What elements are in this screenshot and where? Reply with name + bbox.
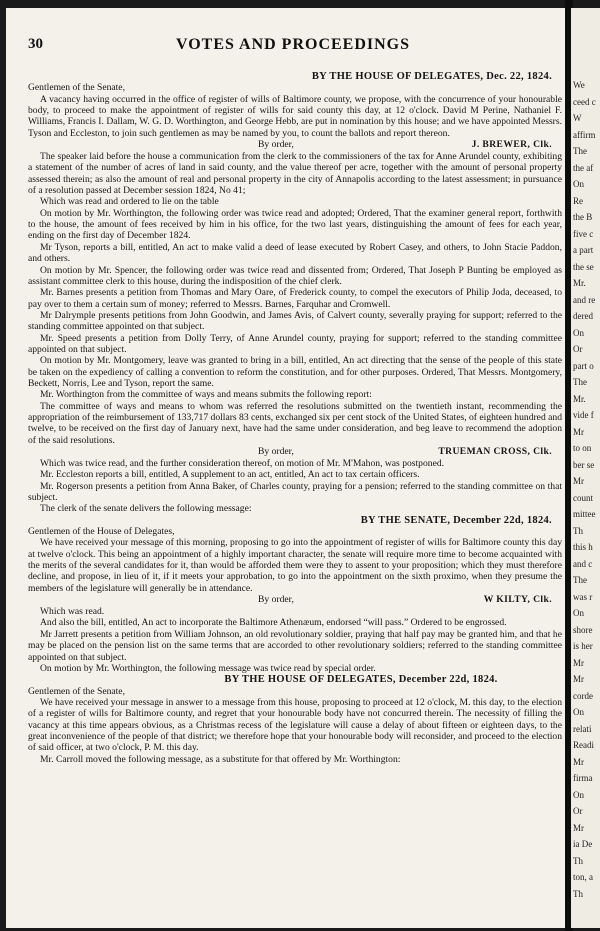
adjacent-page-fragment: On <box>573 327 584 338</box>
adjacent-page-edge <box>571 8 600 928</box>
adjacent-page-fragment: Th <box>573 525 583 536</box>
paragraph: Mr. Speed presents a petition from Dolly Terry, of Anne Arundel county, praying for support; referred to the standing committee appointed on that subject. <box>28 332 562 355</box>
adjacent-page-fragment: Or <box>573 344 583 354</box>
salutation: Gentlemen of the House of Delegates, <box>28 526 175 538</box>
adjacent-page-fragment: affirm <box>573 129 596 140</box>
paragraph: Mr Tyson, reports a bill, entitled, An act to make valid a deed of lease executed by Robert Casey, and others, to John Stacie Paddon, and others. <box>28 241 562 265</box>
page-header <box>28 36 558 58</box>
paragraph: Mr. Worthington from the committee of ways and means submits the following report: <box>40 389 372 401</box>
adjacent-page-fragment: Th <box>573 888 583 899</box>
adjacent-page-fragment: the af <box>573 162 594 173</box>
paragraph: Which was read and ordered to lie on the table <box>40 196 219 208</box>
by-order: By order, <box>258 139 294 151</box>
adjacent-page-fragment: part o <box>573 360 594 371</box>
adjacent-page-fragment: is her <box>573 641 593 651</box>
section-heading: BY THE HOUSE OF DELEGATES, Dec. 22, 1824. <box>311 71 552 82</box>
paragraph: We have received your message of this morning, proposing to go into the appointment of register of wills for Baltimore county this day at twelve o'clock. This being an appointment of a highly important character, the senate will require more time to become acquainted with the merits of the several candidates for it, than would be afforded them were they to assent to your proposition; which they must therefore decline, and propose, in lieu of it, if it meets your approbation, to go into the appointment on the sixth proximo, when they presume the members of the legislature will generally be in attendance. <box>28 537 562 594</box>
adjacent-page-fragment: Mr. <box>573 278 586 288</box>
adjacent-page-fragment: was r <box>573 591 593 602</box>
section-heading: BY THE HOUSE OF DELEGATES, December 22d, 1824. <box>224 674 498 686</box>
paragraph: On motion by Mr. Montgomery, leave was granted to bring in a bill, entitled, An act directing that the sense of the people of this state be taken on the expediency of calling a convention to reform the constitution, and for other purposes. Ordered, That Messrs. Montgomery, Beckett, Norris, Lee and Tyson, report the same. <box>28 355 562 389</box>
paragraph: On motion by Mr. Worthington, the following message was twice read by special order. <box>40 662 376 674</box>
page-body <box>28 71 562 765</box>
adjacent-page-fragment: and re <box>573 294 596 305</box>
paragraph: On motion by Mr. Spencer, the following order was twice read and dissented from; Ordered, That Joseph P Bunting be employed as assistant committee clerk to this house, during the indisposition of the chief clerk. <box>28 264 562 287</box>
adjacent-page-fragment: firma <box>573 773 593 783</box>
paragraph: The committee of ways and means to whom was referred the resolutions submitted on the twentieth instant, recommending the appropriation of the reimbursement of 133,717 dollars 83 cents, exchanged six per cent stock of the United States, of eighteen hundred and twelve, to be received on the first day of January next, have had the same under consideration, and beg leave to recommend the adoption of the said resolutions. <box>28 400 562 446</box>
paragraph: The clerk of the senate delivers the following message: <box>40 503 252 515</box>
paragraph: Mr Dalrymple presents petitions from John Goodwin, and James Avis, of Calvert county, severally praying for support; referred to the standing committee appointed on that subject. <box>28 309 562 333</box>
signature-line <box>28 594 562 606</box>
paragraph: We have received your message in answer to a message from this house, proposing to proceed at 12 o'clock, M. this day, to the election of a register of wills for Baltimore county, and regret that your honourable body have not concurred therein. The necessity of filling the vacancy at this time appears obvious, as a Christmas recess of the legislature will cause a delay of about fifteen or eighteen days, to the great inconvenience of the people of that district; we therefore hope that your honourable body will reconsider, and proceed to the election of said officer, at two o'clock, P. M. this day. <box>28 696 562 754</box>
adjacent-page-fragment: relati <box>573 723 592 734</box>
paragraph: A vacancy having occurred in the office of register of wills of Baltimore county, we propose, with the concurrence of your honourable body, to proceed to make the appointment of register of wills for said county this day, at 12 o'clock. David M Perine, Nathaniel F. Williams, Francis I. Dallam, W. G. D. Worthington, and George Hebb, are put in nomination by this house; and we have appointed Messrs. Tyson and Eccleston, to join such gentlemen as may be named by you, to count the ballots and report thereon. <box>28 93 562 139</box>
paragraph: Mr. Barnes presents a petition from Thomas and Mary Oare, of Frederick county, to compel the executors of Philip Joda, deceased, to pay over to them a certain sum of money; referred to Messrs. Barnes, Farquhar and Cromwell. <box>28 287 562 310</box>
adjacent-page-fragment: five c <box>573 228 594 239</box>
paragraph: Mr. Eccleston reports a bill, entitled, A supplement to an act, entitled, An act to tax certain officers. <box>40 469 420 481</box>
adjacent-page-fragment: Th <box>573 855 583 866</box>
adjacent-page-fragment: ceed c <box>573 96 596 107</box>
paragraph: The speaker laid before the house a communication from the clerk to the commissioners of the tax for Anne Arundel county, exhibiting a statement of the number of acres of land in said county, and the value thereof per acre, together with the amount of personal property assessed therein; as also the amount of real and personal property in the city of Annapolis according to the latest assessment; in pursuance of a resolution passed at December session 1824, No 41; <box>28 151 562 197</box>
by-order: By order, <box>258 594 294 606</box>
signature-line <box>28 139 562 151</box>
paragraph: Mr Jarrett presents a petition from William Johnson, an old revolutionary soldier, praying that half pay may be granted him, and that he may be placed on the pension list on the same terms that are accorded to other revolutionary soldiers; referred to the standing committee appointed on that subject. <box>28 628 562 663</box>
adjacent-page-fragment: The <box>573 575 587 585</box>
clerk-signature: TRUEMAN CROSS, Clk. <box>438 446 552 457</box>
adjacent-page-fragment: a part <box>573 245 594 255</box>
adjacent-page-fragment: Or <box>573 806 583 816</box>
adjacent-page-fragment: On <box>573 179 584 189</box>
adjacent-page-fragment: Readi <box>573 740 594 750</box>
paragraph: Mr. Carroll moved the following message, as a substitute for that offered by Mr. Worthington: <box>40 753 401 765</box>
paragraph: Which was twice read, and the further consideration thereof, on motion of Mr. M'Mahon, was postponed. <box>40 458 445 469</box>
adjacent-page-fragment: vide f <box>573 410 594 420</box>
adjacent-page-fragment: Mr <box>573 426 584 437</box>
adjacent-page-fragment: the se <box>573 261 594 272</box>
adjacent-page-fragment: count <box>573 492 593 503</box>
adjacent-page-fragment: Mr <box>573 822 584 833</box>
adjacent-page-fragment: The <box>573 146 587 156</box>
paragraph: And also the bill, entitled, An act to incorporate the Baltimore Athenæum, endorsed “will pass.” Ordered to be engrossed. <box>40 617 507 629</box>
adjacent-page-fragment: On <box>573 608 584 618</box>
adjacent-page-fragment: this h <box>573 542 593 552</box>
adjacent-page-fragment: On <box>573 707 584 717</box>
signature-line <box>28 446 562 458</box>
adjacent-page-fragment: The <box>573 377 587 387</box>
section-heading: BY THE SENATE, December 22d, 1824. <box>360 514 552 526</box>
adjacent-page-fragment: corde <box>573 690 593 701</box>
adjacent-page-fragment: dered <box>573 311 593 321</box>
adjacent-page-fragment: Mr. <box>573 393 586 404</box>
adjacent-page-fragment: ber se <box>573 459 595 470</box>
paragraph: On motion by Mr. Worthington, the following order was twice read and adopted; Ordered, That the examiner general report, forthwith to the house, the amount of fees received by him in his office, for the two last years, distinguishing the amount of fees for each year, ending on the first day of December 1824. <box>28 207 562 242</box>
adjacent-page-fragment: ia De <box>573 839 593 849</box>
adjacent-page-fragment: Re <box>573 195 583 206</box>
paragraph: Mr. Rogerson presents a petition from Anna Baker, of Charles county, praying for a pension; referred to the standing committee on that subject. <box>28 480 562 504</box>
adjacent-page-fragment: Mr <box>573 756 584 767</box>
document-page <box>6 8 567 928</box>
adjacent-page-fragment: the B <box>573 212 593 222</box>
adjacent-page-fragment: We <box>573 80 585 90</box>
adjacent-page-fragment: On <box>573 789 584 800</box>
adjacent-page-fragment: W <box>573 113 582 123</box>
by-order: By order, <box>258 446 294 457</box>
clerk-signature: W KILTY, Clk. <box>483 594 552 606</box>
adjacent-page-fragment: Mr <box>573 657 584 668</box>
adjacent-page-fragment: ton, a <box>573 872 593 882</box>
salutation: Gentlemen of the Senate, <box>28 685 125 697</box>
page-number: 30 <box>28 36 43 52</box>
adjacent-page-fragment: to on <box>573 443 592 453</box>
adjacent-page-fragment: and c <box>573 558 593 569</box>
adjacent-page-fragment: Mr <box>573 476 584 486</box>
clerk-signature: J. BREWER, Clk. <box>471 139 552 151</box>
adjacent-page-fragment: mittee <box>573 509 596 519</box>
salutation: Gentlemen of the Senate, <box>28 82 125 94</box>
adjacent-page-fragment: shore <box>573 624 593 635</box>
paragraph: Which was read. <box>40 606 105 618</box>
running-title: VOTES AND PROCEEDINGS <box>175 36 411 53</box>
adjacent-page-fragment: Mr <box>573 674 584 684</box>
